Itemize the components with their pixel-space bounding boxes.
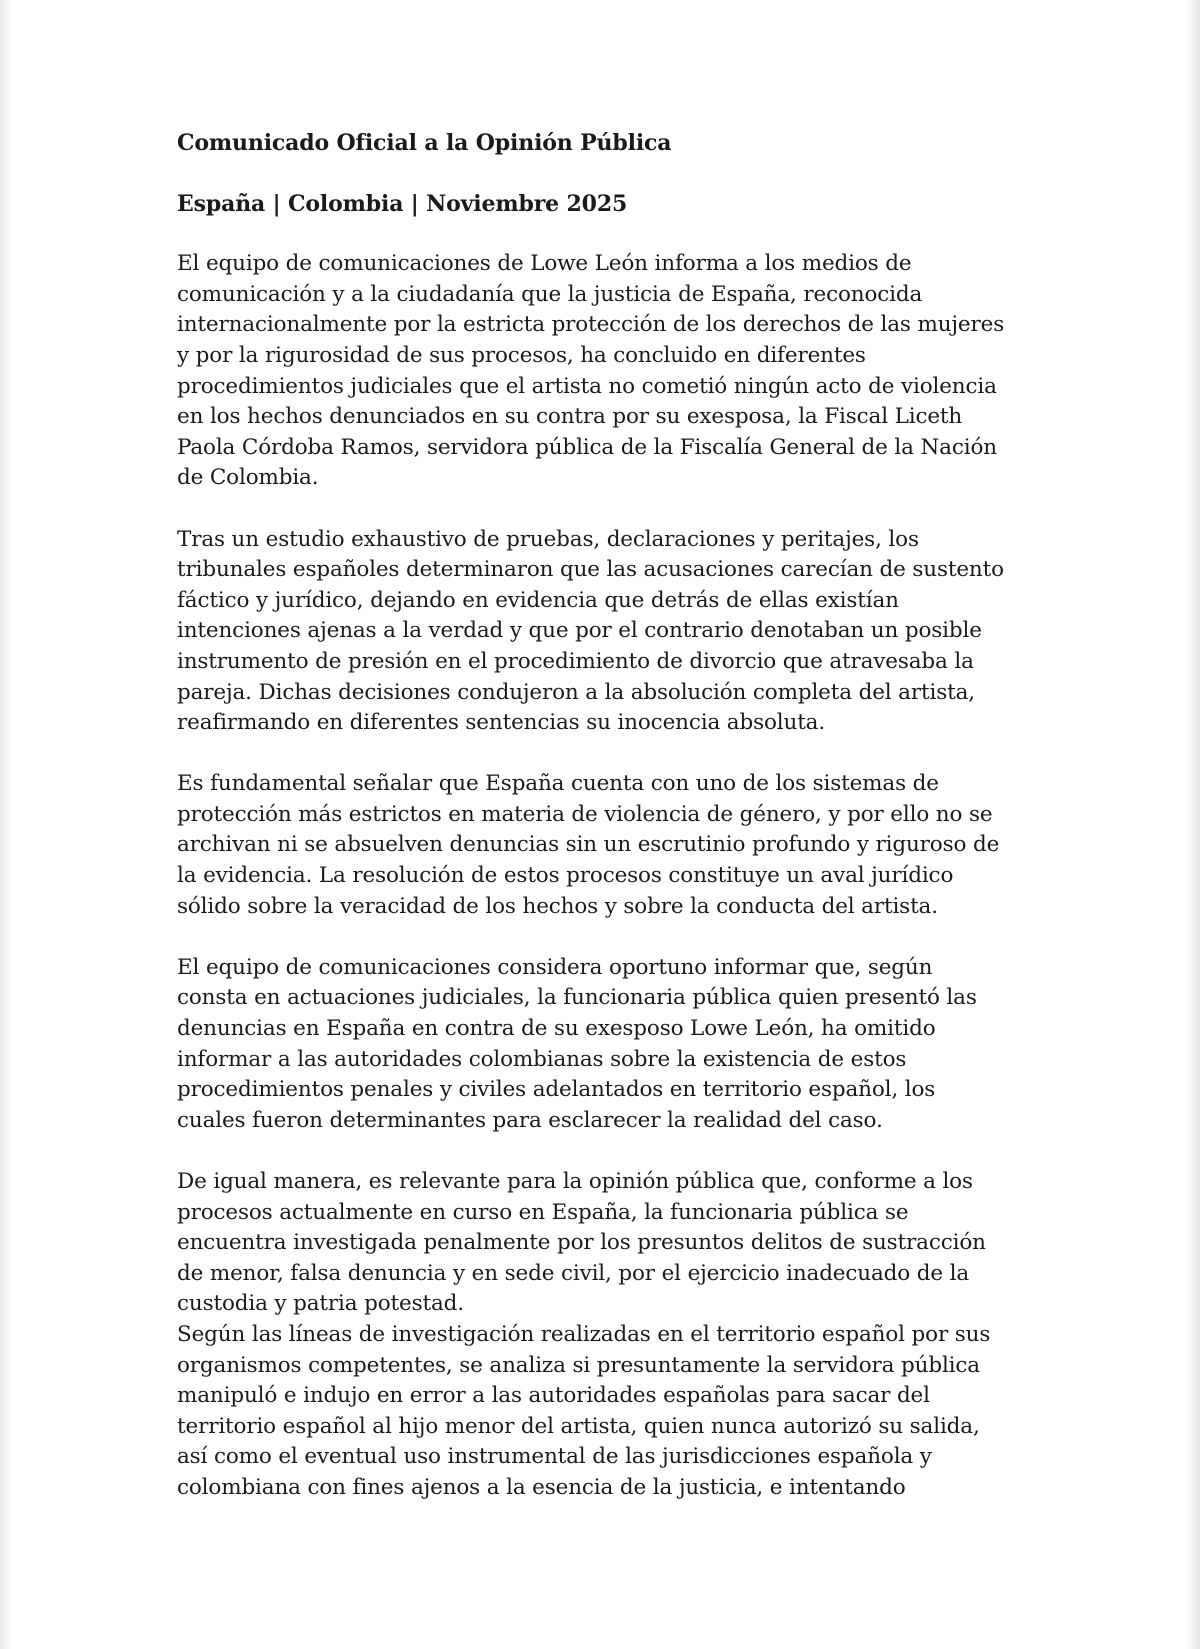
page-edge-right [1186,0,1200,1649]
paragraph-4: El equipo de comunicaciones considera oportuno informar que, según consta en actuaciones judiciales, la funcionaria pública quien presentó las denuncias en España en contra de su exesposo Lowe León, ha omitido informar a las autoridades colombianas sobre la existencia de estos procedimientos penales y civiles adelantados en territorio español, los cuales fueron determinantes para esclarecer la realidad del caso. [177,954,977,1133]
page-edge-left [0,0,12,1649]
document-title: Comunicado Oficial a la Opinión Pública [177,130,672,156]
paragraph-6: Según las líneas de investigación realizadas en el territorio español por sus organismos competentes, se analiza si presuntamente la servidora pública manipuló e indujo en error a las autoridades españolas para sacar del territorio español al hijo menor del artista, quien nunca autorizó su salida, así como el eventual uso instrumental de las jurisdicciones española y colombiana con fines ajenos a la esencia de la justicia, e intentando [177,1321,991,1500]
document-body [177,128,1027,1504]
paragraph-5: De igual manera, es relevante para la opinión pública que, conforme a los procesos actualmente en curso en España, la funcionaria pública se encuentra investigada penalmente por los presuntos delitos de sustracción de menor, falsa denuncia y en sede civil, por el ejercicio inadecuado de la custodia y patria potestad. [177,1169,986,1317]
paragraph-2: Tras un estudio exhaustivo de pruebas, declaraciones y peritajes, los tribunales españoles determinaron que las acusaciones carecían de sustento fáctico y jurídico, dejando en evidencia que detrás de ellas existían intenciones ajenas a la verdad y que por el contrario denotaban un posible instrumento de presión en el procedimiento de divorcio que atravesaba la pareja. Dichas decisiones condujeron a la absolución completa del artista, reafirmando en diferentes sentencias su inocencia absoluta. [177,526,1004,736]
document-subtitle: España | Colombia | Noviembre 2025 [177,190,628,217]
paragraph-3: Es fundamental señalar que España cuenta con uno de los sistemas de protección más estrictos en materia de violencia de género, y por ello no se archivan ni se absuelven denuncias sin un escrutinio profundo y riguroso de la evidencia. La resolución de estos procesos constituye un aval jurídico sólido sobre la veracidad de los hechos y sobre la conducta del artista. [177,771,1000,919]
paragraph-1: El equipo de comunicaciones de Lowe León informa a los medios de comunicación y a la ciudadanía que la justicia de España, reconocida internacionalmente por la estricta protección de los derechos de las mujeres y por la rigurosidad de sus procesos, ha concluido en diferentes procedimientos judiciales que el artista no cometió ningún acto de violencia en los hechos denunciados en su contra por su exesposa, la Fiscal Liceth Paola Córdoba Ramos, servidora pública de la Fiscalía General de la Nación de Colombia. [177,251,1005,491]
